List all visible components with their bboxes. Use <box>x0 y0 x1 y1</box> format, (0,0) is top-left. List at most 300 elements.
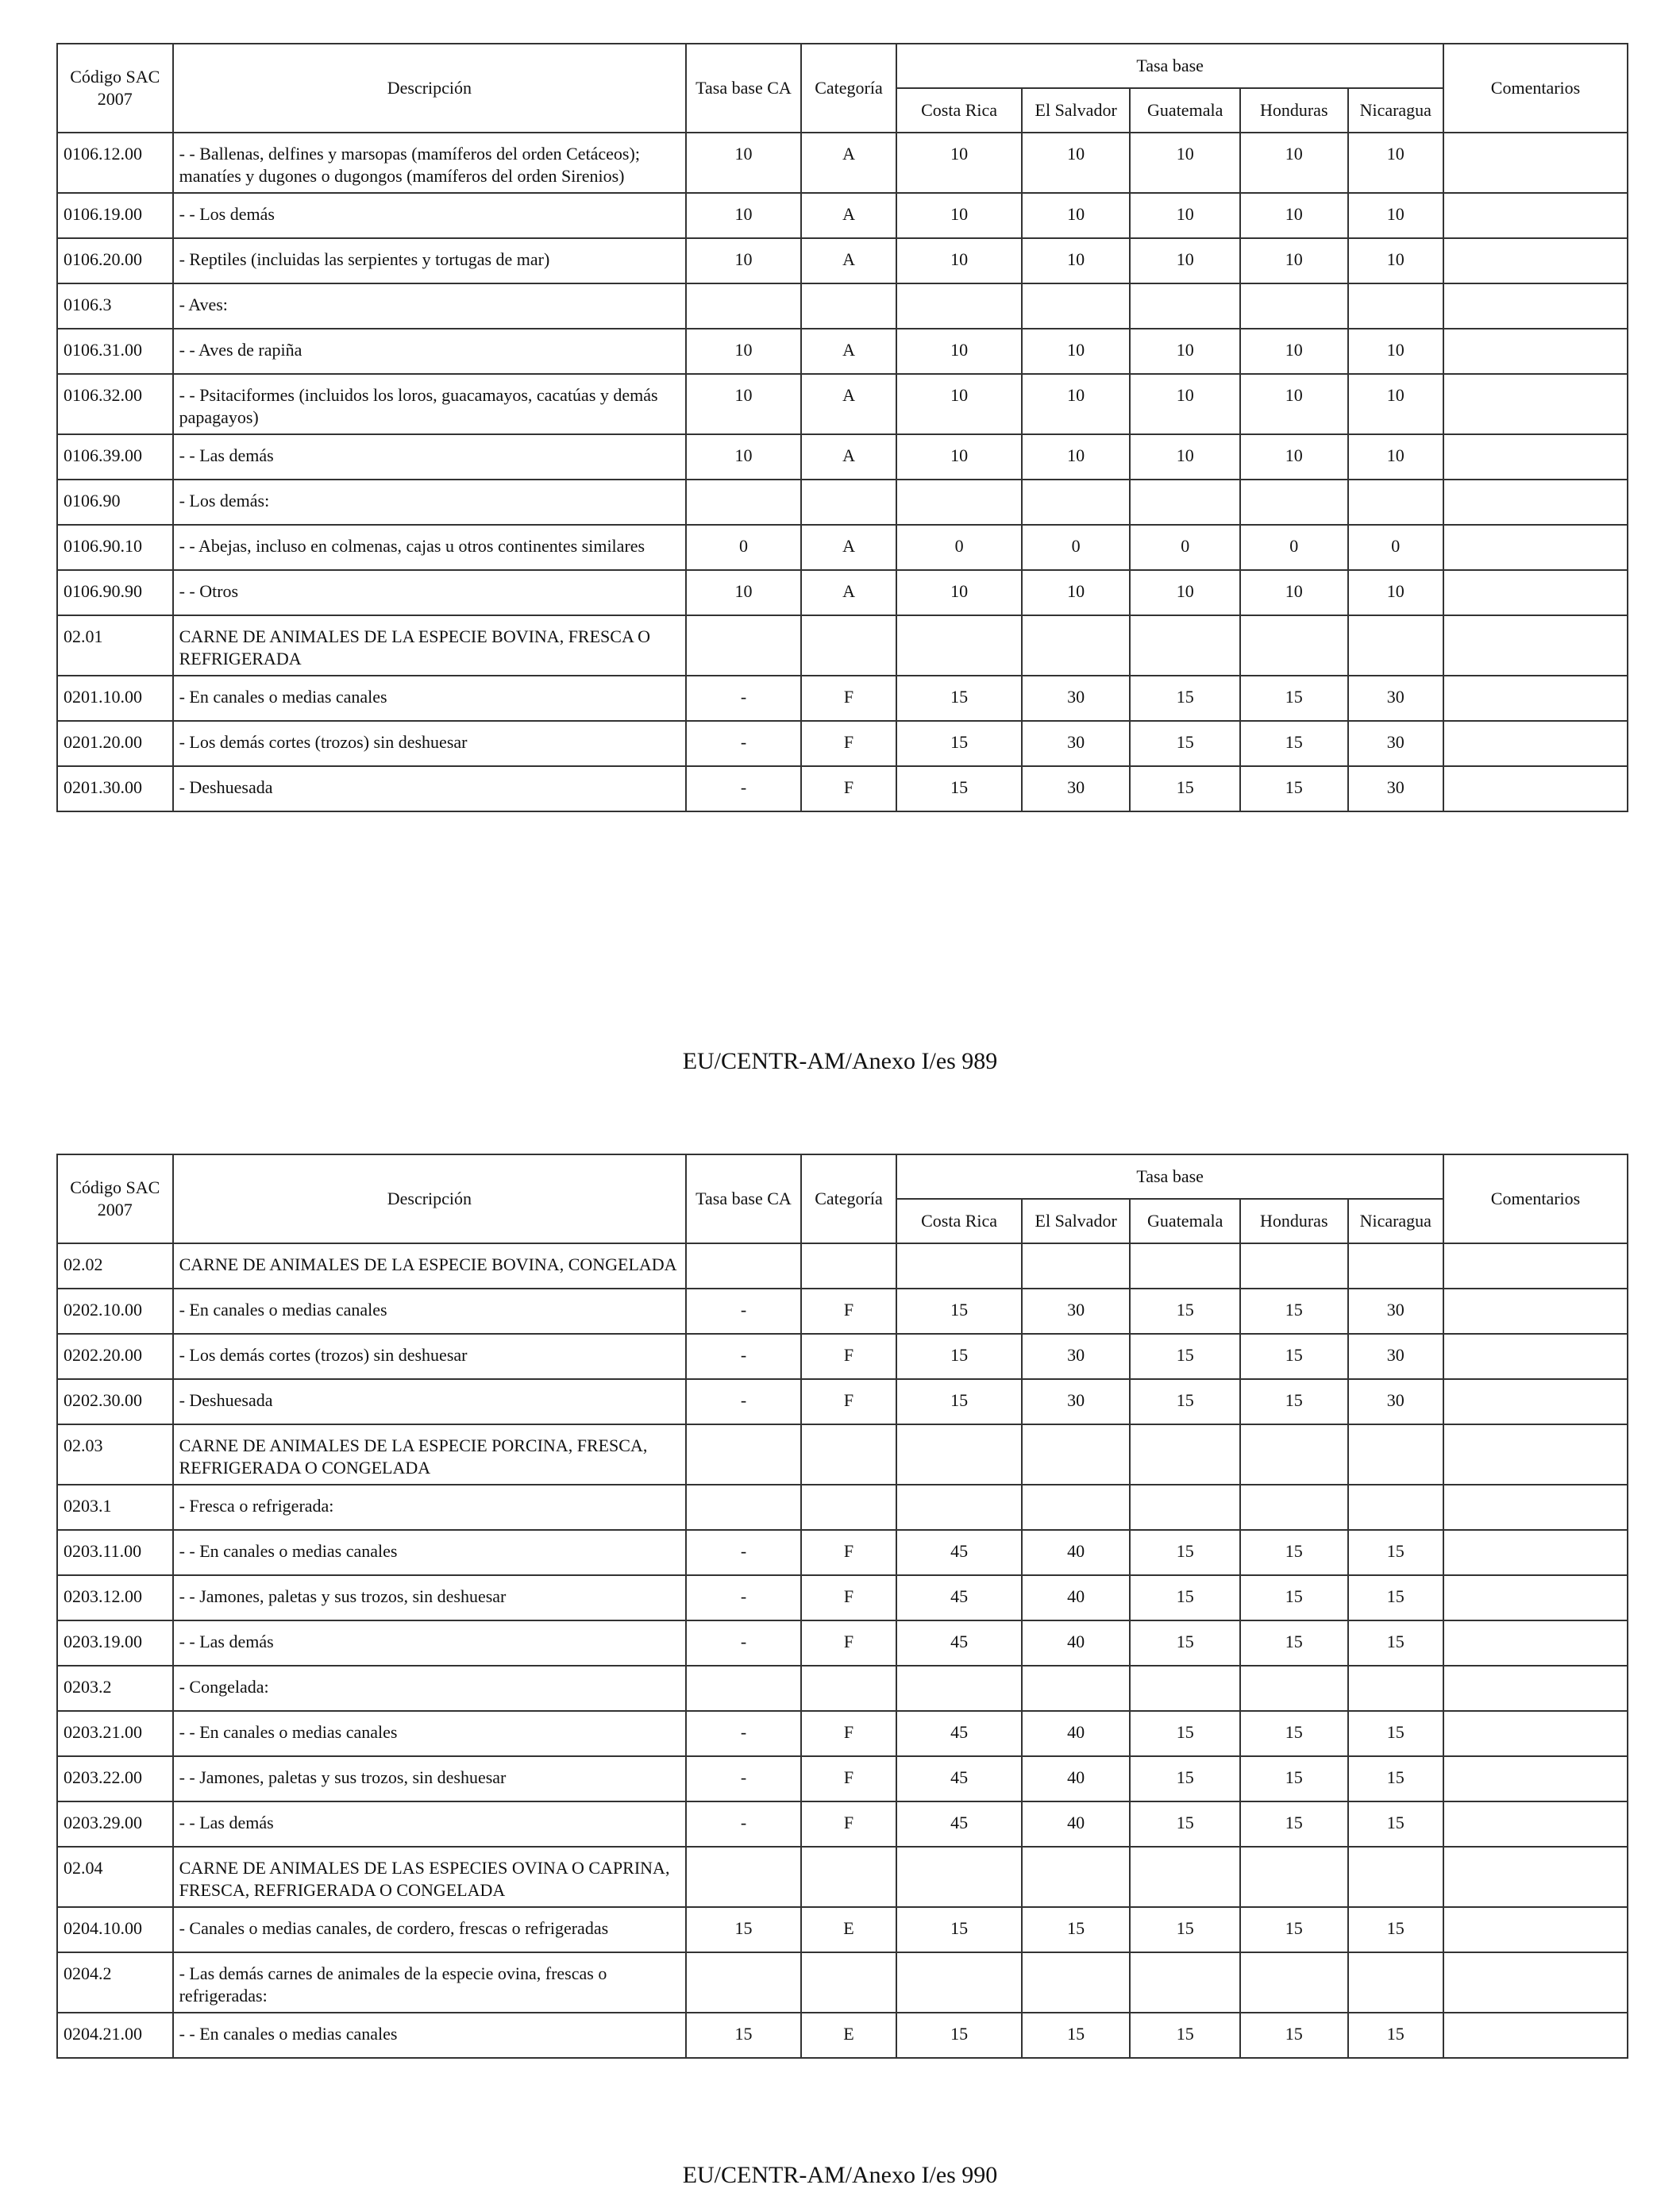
base-rate-ca-cell: - <box>686 1379 801 1424</box>
category-cell: A <box>801 374 896 434</box>
table-row <box>57 525 1628 570</box>
header-costa-rica: Costa Rica <box>896 1199 1022 1243</box>
table-row <box>57 238 1628 283</box>
nicaragua-rate-cell: 15 <box>1348 1756 1443 1801</box>
sac-code-cell: 0201.30.00 <box>57 766 173 811</box>
description-cell: - - Las demás <box>173 1801 687 1847</box>
el-salvador-rate-cell: 40 <box>1022 1711 1131 1756</box>
sac-code-cell: 0201.20.00 <box>57 721 173 766</box>
description-cell: - En canales o medias canales <box>173 676 687 721</box>
description-cell: - - Jamones, paletas y sus trozos, sin deshuesar <box>173 1575 687 1620</box>
base-rate-ca-cell <box>686 1666 801 1711</box>
header-category: Categoría <box>801 1154 896 1243</box>
comments-cell <box>1443 615 1628 676</box>
description-cell: - Las demás carnes de animales de la especie ovina, frescas o refrigeradas: <box>173 1952 687 2013</box>
el-salvador-rate-cell <box>1022 1952 1131 2013</box>
base-rate-ca-cell: - <box>686 1620 801 1666</box>
category-cell: F <box>801 1575 896 1620</box>
base-rate-ca-cell: 15 <box>686 1907 801 1952</box>
comments-cell <box>1443 2013 1628 2058</box>
base-rate-ca-cell: 15 <box>686 2013 801 2058</box>
guatemala-rate-cell <box>1130 1424 1240 1485</box>
el-salvador-rate-cell <box>1022 1847 1131 1907</box>
sac-code-cell: 0106.19.00 <box>57 193 173 238</box>
guatemala-rate-cell: 10 <box>1130 570 1240 615</box>
nicaragua-rate-cell: 15 <box>1348 2013 1443 2058</box>
nicaragua-rate-cell: 30 <box>1348 721 1443 766</box>
honduras-rate-cell <box>1240 283 1348 329</box>
table-row <box>57 1620 1628 1666</box>
nicaragua-rate-cell: 30 <box>1348 1379 1443 1424</box>
nicaragua-rate-cell <box>1348 1952 1443 2013</box>
description-cell: CARNE DE ANIMALES DE LA ESPECIE BOVINA, CONGELADA <box>173 1243 687 1289</box>
base-rate-ca-cell: 10 <box>686 193 801 238</box>
category-cell: F <box>801 1530 896 1575</box>
honduras-rate-cell: 10 <box>1240 434 1348 480</box>
base-rate-ca-cell: 10 <box>686 374 801 434</box>
base-rate-ca-cell: 10 <box>686 329 801 374</box>
category-cell: E <box>801 2013 896 2058</box>
header-el-salvador: El Salvador <box>1022 88 1131 133</box>
costa-rica-rate-cell: 15 <box>896 1907 1022 1952</box>
nicaragua-rate-cell <box>1348 1666 1443 1711</box>
table-row <box>57 374 1628 434</box>
costa-rica-rate-cell: 10 <box>896 238 1022 283</box>
honduras-rate-cell: 15 <box>1240 1575 1348 1620</box>
category-cell <box>801 615 896 676</box>
category-cell: A <box>801 133 896 193</box>
comments-cell <box>1443 480 1628 525</box>
table-row <box>57 1711 1628 1756</box>
base-rate-ca-cell: - <box>686 1575 801 1620</box>
nicaragua-rate-cell: 30 <box>1348 676 1443 721</box>
base-rate-ca-cell <box>686 1847 801 1907</box>
base-rate-ca-cell <box>686 1424 801 1485</box>
comments-cell <box>1443 525 1628 570</box>
header-code: Código SAC 2007 <box>57 44 173 133</box>
table-row <box>57 2013 1628 2058</box>
comments-cell <box>1443 1711 1628 1756</box>
header-comments: Comentarios <box>1443 44 1628 133</box>
description-cell: - Aves: <box>173 283 687 329</box>
el-salvador-rate-cell: 10 <box>1022 329 1131 374</box>
costa-rica-rate-cell <box>896 1952 1022 2013</box>
header-costa-rica: Costa Rica <box>896 88 1022 133</box>
nicaragua-rate-cell: 15 <box>1348 1801 1443 1847</box>
honduras-rate-cell: 10 <box>1240 193 1348 238</box>
el-salvador-rate-cell: 10 <box>1022 434 1131 480</box>
sac-code-cell: 0106.12.00 <box>57 133 173 193</box>
base-rate-ca-cell: 10 <box>686 570 801 615</box>
guatemala-rate-cell: 15 <box>1130 1711 1240 1756</box>
nicaragua-rate-cell: 15 <box>1348 1620 1443 1666</box>
comments-cell <box>1443 193 1628 238</box>
base-rate-ca-cell <box>686 1485 801 1530</box>
guatemala-rate-cell: 15 <box>1130 1289 1240 1334</box>
header-base-rate: Tasa base <box>896 44 1443 88</box>
costa-rica-rate-cell: 15 <box>896 1379 1022 1424</box>
honduras-rate-cell: 15 <box>1240 766 1348 811</box>
category-cell: F <box>801 1334 896 1379</box>
base-rate-ca-cell: - <box>686 1530 801 1575</box>
header-base-rate-ca: Tasa base CA <box>686 44 801 133</box>
costa-rica-rate-cell <box>896 1847 1022 1907</box>
table-row <box>57 676 1628 721</box>
costa-rica-rate-cell <box>896 1424 1022 1485</box>
honduras-rate-cell: 10 <box>1240 238 1348 283</box>
header-nicaragua: Nicaragua <box>1348 88 1443 133</box>
sac-code-cell: 02.02 <box>57 1243 173 1289</box>
description-cell: - - Jamones, paletas y sus trozos, sin deshuesar <box>173 1756 687 1801</box>
base-rate-ca-cell <box>686 1243 801 1289</box>
comments-cell <box>1443 1530 1628 1575</box>
honduras-rate-cell: 10 <box>1240 570 1348 615</box>
honduras-rate-cell <box>1240 1243 1348 1289</box>
costa-rica-rate-cell: 45 <box>896 1620 1022 1666</box>
nicaragua-rate-cell: 10 <box>1348 238 1443 283</box>
comments-cell <box>1443 329 1628 374</box>
honduras-rate-cell: 15 <box>1240 676 1348 721</box>
guatemala-rate-cell: 10 <box>1130 374 1240 434</box>
sac-code-cell: 0203.21.00 <box>57 1711 173 1756</box>
table-row <box>57 1666 1628 1711</box>
sac-code-cell: 0203.12.00 <box>57 1575 173 1620</box>
description-cell: - - Las demás <box>173 1620 687 1666</box>
description-cell: - - Abejas, incluso en colmenas, cajas u otros continentes similares <box>173 525 687 570</box>
guatemala-rate-cell: 10 <box>1130 238 1240 283</box>
description-cell: - Canales o medias canales, de cordero, frescas o refrigeradas <box>173 1907 687 1952</box>
honduras-rate-cell: 0 <box>1240 525 1348 570</box>
description-cell: - - En canales o medias canales <box>173 1711 687 1756</box>
costa-rica-rate-cell <box>896 1666 1022 1711</box>
nicaragua-rate-cell <box>1348 283 1443 329</box>
honduras-rate-cell: 15 <box>1240 721 1348 766</box>
nicaragua-rate-cell: 15 <box>1348 1711 1443 1756</box>
el-salvador-rate-cell: 10 <box>1022 238 1131 283</box>
table-row <box>57 434 1628 480</box>
guatemala-rate-cell <box>1130 283 1240 329</box>
honduras-rate-cell <box>1240 1424 1348 1485</box>
table-row <box>57 1424 1628 1485</box>
description-cell: - - Ballenas, delfines y marsopas (mamíferos del orden Cetáceos); manatíes y dugones o dugongos (mamíferos del orden Sirenios) <box>173 133 687 193</box>
el-salvador-rate-cell: 40 <box>1022 1756 1131 1801</box>
description-cell: - - En canales o medias canales <box>173 1530 687 1575</box>
el-salvador-rate-cell <box>1022 1485 1131 1530</box>
guatemala-rate-cell: 15 <box>1130 1756 1240 1801</box>
el-salvador-rate-cell: 10 <box>1022 193 1131 238</box>
honduras-rate-cell <box>1240 480 1348 525</box>
costa-rica-rate-cell: 45 <box>896 1711 1022 1756</box>
sac-code-cell: 0204.21.00 <box>57 2013 173 2058</box>
sac-code-cell: 0203.22.00 <box>57 1756 173 1801</box>
tariff-table-page-989 <box>56 43 1628 812</box>
description-cell: - Los demás: <box>173 480 687 525</box>
comments-cell <box>1443 1801 1628 1847</box>
category-cell: A <box>801 329 896 374</box>
header-description: Descripción <box>173 44 687 133</box>
category-cell: A <box>801 193 896 238</box>
el-salvador-rate-cell <box>1022 1424 1131 1485</box>
el-salvador-rate-cell: 30 <box>1022 766 1131 811</box>
costa-rica-rate-cell: 15 <box>896 676 1022 721</box>
description-cell: - Deshuesada <box>173 766 687 811</box>
nicaragua-rate-cell: 30 <box>1348 766 1443 811</box>
nicaragua-rate-cell <box>1348 1847 1443 1907</box>
description-cell: - - En canales o medias canales <box>173 2013 687 2058</box>
category-cell: F <box>801 1801 896 1847</box>
guatemala-rate-cell: 10 <box>1130 133 1240 193</box>
honduras-rate-cell: 15 <box>1240 1289 1348 1334</box>
guatemala-rate-cell: 15 <box>1130 2013 1240 2058</box>
honduras-rate-cell: 15 <box>1240 1907 1348 1952</box>
guatemala-rate-cell: 15 <box>1130 721 1240 766</box>
costa-rica-rate-cell <box>896 283 1022 329</box>
table-row <box>57 721 1628 766</box>
el-salvador-rate-cell: 15 <box>1022 2013 1131 2058</box>
base-rate-ca-cell: - <box>686 721 801 766</box>
nicaragua-rate-cell <box>1348 480 1443 525</box>
sac-code-cell: 0202.20.00 <box>57 1334 173 1379</box>
category-cell: A <box>801 434 896 480</box>
nicaragua-rate-cell: 10 <box>1348 434 1443 480</box>
guatemala-rate-cell <box>1130 1485 1240 1530</box>
category-cell: A <box>801 238 896 283</box>
table-row <box>57 1575 1628 1620</box>
costa-rica-rate-cell <box>896 615 1022 676</box>
guatemala-rate-cell <box>1130 1847 1240 1907</box>
honduras-rate-cell <box>1240 1847 1348 1907</box>
costa-rica-rate-cell <box>896 1485 1022 1530</box>
guatemala-rate-cell: 15 <box>1130 1801 1240 1847</box>
sac-code-cell: 0203.11.00 <box>57 1530 173 1575</box>
guatemala-rate-cell: 15 <box>1130 1575 1240 1620</box>
category-cell: F <box>801 676 896 721</box>
honduras-rate-cell: 10 <box>1240 374 1348 434</box>
nicaragua-rate-cell <box>1348 1485 1443 1530</box>
comments-cell <box>1443 1379 1628 1424</box>
header-honduras: Honduras <box>1240 88 1348 133</box>
honduras-rate-cell: 15 <box>1240 1756 1348 1801</box>
table-row <box>57 1847 1628 1907</box>
sac-code-cell: 0203.2 <box>57 1666 173 1711</box>
guatemala-rate-cell: 10 <box>1130 193 1240 238</box>
description-cell: - - Otros <box>173 570 687 615</box>
comments-cell <box>1443 1575 1628 1620</box>
sac-code-cell: 0106.90.10 <box>57 525 173 570</box>
sac-code-cell: 0203.1 <box>57 1485 173 1530</box>
el-salvador-rate-cell <box>1022 615 1131 676</box>
nicaragua-rate-cell: 10 <box>1348 193 1443 238</box>
category-cell: F <box>801 1756 896 1801</box>
table-row <box>57 1907 1628 1952</box>
costa-rica-rate-cell: 15 <box>896 721 1022 766</box>
header-category: Categoría <box>801 44 896 133</box>
costa-rica-rate-cell: 10 <box>896 329 1022 374</box>
costa-rica-rate-cell: 45 <box>896 1530 1022 1575</box>
honduras-rate-cell: 15 <box>1240 1530 1348 1575</box>
sac-code-cell: 02.01 <box>57 615 173 676</box>
guatemala-rate-cell: 15 <box>1130 1620 1240 1666</box>
table-row <box>57 1379 1628 1424</box>
costa-rica-rate-cell: 0 <box>896 525 1022 570</box>
category-cell <box>801 283 896 329</box>
comments-cell <box>1443 1907 1628 1952</box>
comments-cell <box>1443 133 1628 193</box>
description-cell: - Los demás cortes (trozos) sin deshuesar <box>173 1334 687 1379</box>
guatemala-rate-cell: 15 <box>1130 1334 1240 1379</box>
header-base-rate: Tasa base <box>896 1154 1443 1199</box>
costa-rica-rate-cell: 10 <box>896 434 1022 480</box>
comments-cell <box>1443 1485 1628 1530</box>
honduras-rate-cell: 15 <box>1240 1334 1348 1379</box>
honduras-rate-cell <box>1240 1485 1348 1530</box>
honduras-rate-cell <box>1240 1952 1348 2013</box>
table-row <box>57 329 1628 374</box>
sac-code-cell: 0106.90.90 <box>57 570 173 615</box>
comments-cell <box>1443 1847 1628 1907</box>
table-row <box>57 1485 1628 1530</box>
el-salvador-rate-cell: 30 <box>1022 1289 1131 1334</box>
el-salvador-rate-cell: 30 <box>1022 676 1131 721</box>
nicaragua-rate-cell <box>1348 615 1443 676</box>
sac-code-cell: 0106.90 <box>57 480 173 525</box>
header-guatemala: Guatemala <box>1130 88 1240 133</box>
costa-rica-rate-cell: 15 <box>896 1334 1022 1379</box>
guatemala-rate-cell: 0 <box>1130 525 1240 570</box>
el-salvador-rate-cell <box>1022 1243 1131 1289</box>
honduras-rate-cell: 10 <box>1240 329 1348 374</box>
el-salvador-rate-cell: 40 <box>1022 1801 1131 1847</box>
description-cell: - - Los demás <box>173 193 687 238</box>
sac-code-cell: 02.04 <box>57 1847 173 1907</box>
base-rate-ca-cell: 10 <box>686 238 801 283</box>
comments-cell <box>1443 1756 1628 1801</box>
nicaragua-rate-cell: 0 <box>1348 525 1443 570</box>
el-salvador-rate-cell: 30 <box>1022 721 1131 766</box>
base-rate-ca-cell: 10 <box>686 434 801 480</box>
el-salvador-rate-cell: 40 <box>1022 1575 1131 1620</box>
comments-cell <box>1443 374 1628 434</box>
category-cell: F <box>801 766 896 811</box>
header-description: Descripción <box>173 1154 687 1243</box>
description-cell: - Congelada: <box>173 1666 687 1711</box>
costa-rica-rate-cell <box>896 480 1022 525</box>
sac-code-cell: 02.03 <box>57 1424 173 1485</box>
el-salvador-rate-cell: 10 <box>1022 374 1131 434</box>
description-cell: - En canales o medias canales <box>173 1289 687 1334</box>
comments-cell <box>1443 570 1628 615</box>
sac-code-cell: 0106.20.00 <box>57 238 173 283</box>
description-cell: - - Aves de rapiña <box>173 329 687 374</box>
nicaragua-rate-cell: 15 <box>1348 1530 1443 1575</box>
nicaragua-rate-cell: 10 <box>1348 133 1443 193</box>
description-cell: - - Las demás <box>173 434 687 480</box>
category-cell: E <box>801 1907 896 1952</box>
category-cell: A <box>801 525 896 570</box>
header-el-salvador: El Salvador <box>1022 1199 1131 1243</box>
guatemala-rate-cell: 10 <box>1130 329 1240 374</box>
table-row <box>57 766 1628 811</box>
honduras-rate-cell: 10 <box>1240 133 1348 193</box>
el-salvador-rate-cell: 10 <box>1022 133 1131 193</box>
guatemala-rate-cell <box>1130 1243 1240 1289</box>
comments-cell <box>1443 1289 1628 1334</box>
description-cell: - Los demás cortes (trozos) sin deshuesar <box>173 721 687 766</box>
category-cell: F <box>801 1289 896 1334</box>
table-row <box>57 1756 1628 1801</box>
nicaragua-rate-cell: 30 <box>1348 1289 1443 1334</box>
guatemala-rate-cell <box>1130 480 1240 525</box>
el-salvador-rate-cell: 15 <box>1022 1907 1131 1952</box>
sac-code-cell: 0204.2 <box>57 1952 173 2013</box>
costa-rica-rate-cell: 45 <box>896 1756 1022 1801</box>
honduras-rate-cell: 15 <box>1240 1620 1348 1666</box>
category-cell <box>801 1952 896 2013</box>
el-salvador-rate-cell: 30 <box>1022 1379 1131 1424</box>
comments-cell <box>1443 1424 1628 1485</box>
base-rate-ca-cell <box>686 1952 801 2013</box>
honduras-rate-cell: 15 <box>1240 1711 1348 1756</box>
base-rate-ca-cell: 0 <box>686 525 801 570</box>
honduras-rate-cell: 15 <box>1240 1801 1348 1847</box>
table-row <box>57 193 1628 238</box>
table-row <box>57 615 1628 676</box>
comments-cell <box>1443 721 1628 766</box>
table-row <box>57 480 1628 525</box>
sac-code-cell: 0106.31.00 <box>57 329 173 374</box>
nicaragua-rate-cell <box>1348 1424 1443 1485</box>
base-rate-ca-cell: - <box>686 1711 801 1756</box>
costa-rica-rate-cell: 10 <box>896 133 1022 193</box>
category-cell: F <box>801 1711 896 1756</box>
base-rate-ca-cell: - <box>686 766 801 811</box>
category-cell: F <box>801 721 896 766</box>
base-rate-ca-cell: - <box>686 1756 801 1801</box>
guatemala-rate-cell: 10 <box>1130 434 1240 480</box>
category-cell <box>801 1243 896 1289</box>
honduras-rate-cell <box>1240 615 1348 676</box>
sac-code-cell: 0204.10.00 <box>57 1907 173 1952</box>
sac-code-cell: 0203.19.00 <box>57 1620 173 1666</box>
sac-code-cell: 0202.10.00 <box>57 1289 173 1334</box>
table-row <box>57 283 1628 329</box>
nicaragua-rate-cell: 10 <box>1348 570 1443 615</box>
comments-cell <box>1443 434 1628 480</box>
comments-cell <box>1443 676 1628 721</box>
sac-code-cell: 0106.3 <box>57 283 173 329</box>
comments-cell <box>1443 1334 1628 1379</box>
el-salvador-rate-cell: 40 <box>1022 1620 1131 1666</box>
tariff-table-page-990 <box>56 1154 1628 2059</box>
table-row <box>57 1334 1628 1379</box>
description-cell: - - Psitaciformes (incluidos los loros, guacamayos, cacatúas y demás papagayos) <box>173 374 687 434</box>
costa-rica-rate-cell: 10 <box>896 374 1022 434</box>
header-comments: Comentarios <box>1443 1154 1628 1243</box>
costa-rica-rate-cell: 15 <box>896 2013 1022 2058</box>
nicaragua-rate-cell: 15 <box>1348 1907 1443 1952</box>
comments-cell <box>1443 1243 1628 1289</box>
table-row <box>57 1952 1628 2013</box>
guatemala-rate-cell: 15 <box>1130 1530 1240 1575</box>
base-rate-ca-cell: - <box>686 1801 801 1847</box>
el-salvador-rate-cell: 30 <box>1022 1334 1131 1379</box>
costa-rica-rate-cell: 45 <box>896 1575 1022 1620</box>
nicaragua-rate-cell: 30 <box>1348 1334 1443 1379</box>
base-rate-ca-cell <box>686 283 801 329</box>
base-rate-ca-cell: 10 <box>686 133 801 193</box>
costa-rica-rate-cell <box>896 1243 1022 1289</box>
description-cell: - Fresca o refrigerada: <box>173 1485 687 1530</box>
